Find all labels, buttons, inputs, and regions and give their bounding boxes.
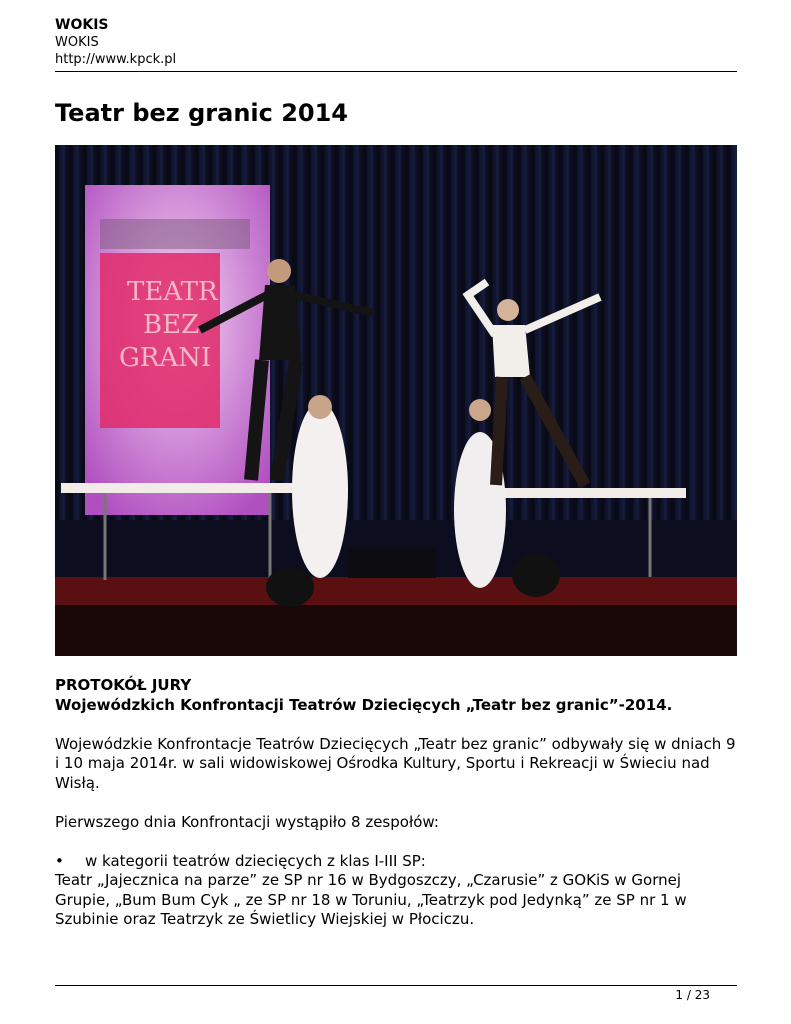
page-number: 1 / 23 xyxy=(675,988,710,1002)
site-name: WOKIS xyxy=(55,17,109,33)
list-item xyxy=(55,852,737,872)
paragraph-intro: Wojewódzkie Konfrontacje Teatrów Dziecięcych „Teatr bez granic” odbywały się w dniach 9 i 10 maja 2014r. w sali widowiskowej Ośrodka Kultury, Sportu i Rekreacji w Świeciu nad Wisłą. xyxy=(55,734,736,792)
document-header xyxy=(55,17,737,68)
protocol-subheading: Wojewódzkich Konfrontacji Teatrów Dziecięcych „Teatr bez granic”-2014. xyxy=(55,695,673,714)
page-title: Teatr bez granic 2014 xyxy=(55,99,349,127)
article-body xyxy=(55,676,737,930)
protocol-heading: PROTOKÓŁ JURY xyxy=(55,676,192,694)
bullet-icon: • xyxy=(55,851,64,870)
paragraph-teams: Teatr „Jajecznica na parze” ze SP nr 16 w Bydgoszczy, „Czarusie” z GOKiS w Gornej Grupie, „Bum Bum Cyk „ ze SP nr 18 w Toruniu, „Teatrzyk pod Jedynką” ze SP nr 1 w Szubinie oraz Teatrzyk ze Świetlicy Wiejskiej w Płociczu. xyxy=(55,871,687,928)
header-divider xyxy=(55,71,737,72)
banner-text-line3: GRANI xyxy=(119,343,212,373)
bullet-text: w kategorii teatrów dziecięcych z klas I-III SP: xyxy=(85,851,426,870)
site-subtitle: WOKIS xyxy=(55,35,99,50)
banner-text-line2: BEZ xyxy=(143,310,200,340)
footer-divider xyxy=(55,985,737,986)
theatre-stage-photo xyxy=(55,145,737,656)
site-url: http://www.kpck.pl xyxy=(55,52,177,67)
paragraph-first-day: Pierwszego dnia Konfrontacji wystąpiło 8 zespołów: xyxy=(55,812,439,831)
banner-text-line1: TEATR xyxy=(127,277,218,307)
